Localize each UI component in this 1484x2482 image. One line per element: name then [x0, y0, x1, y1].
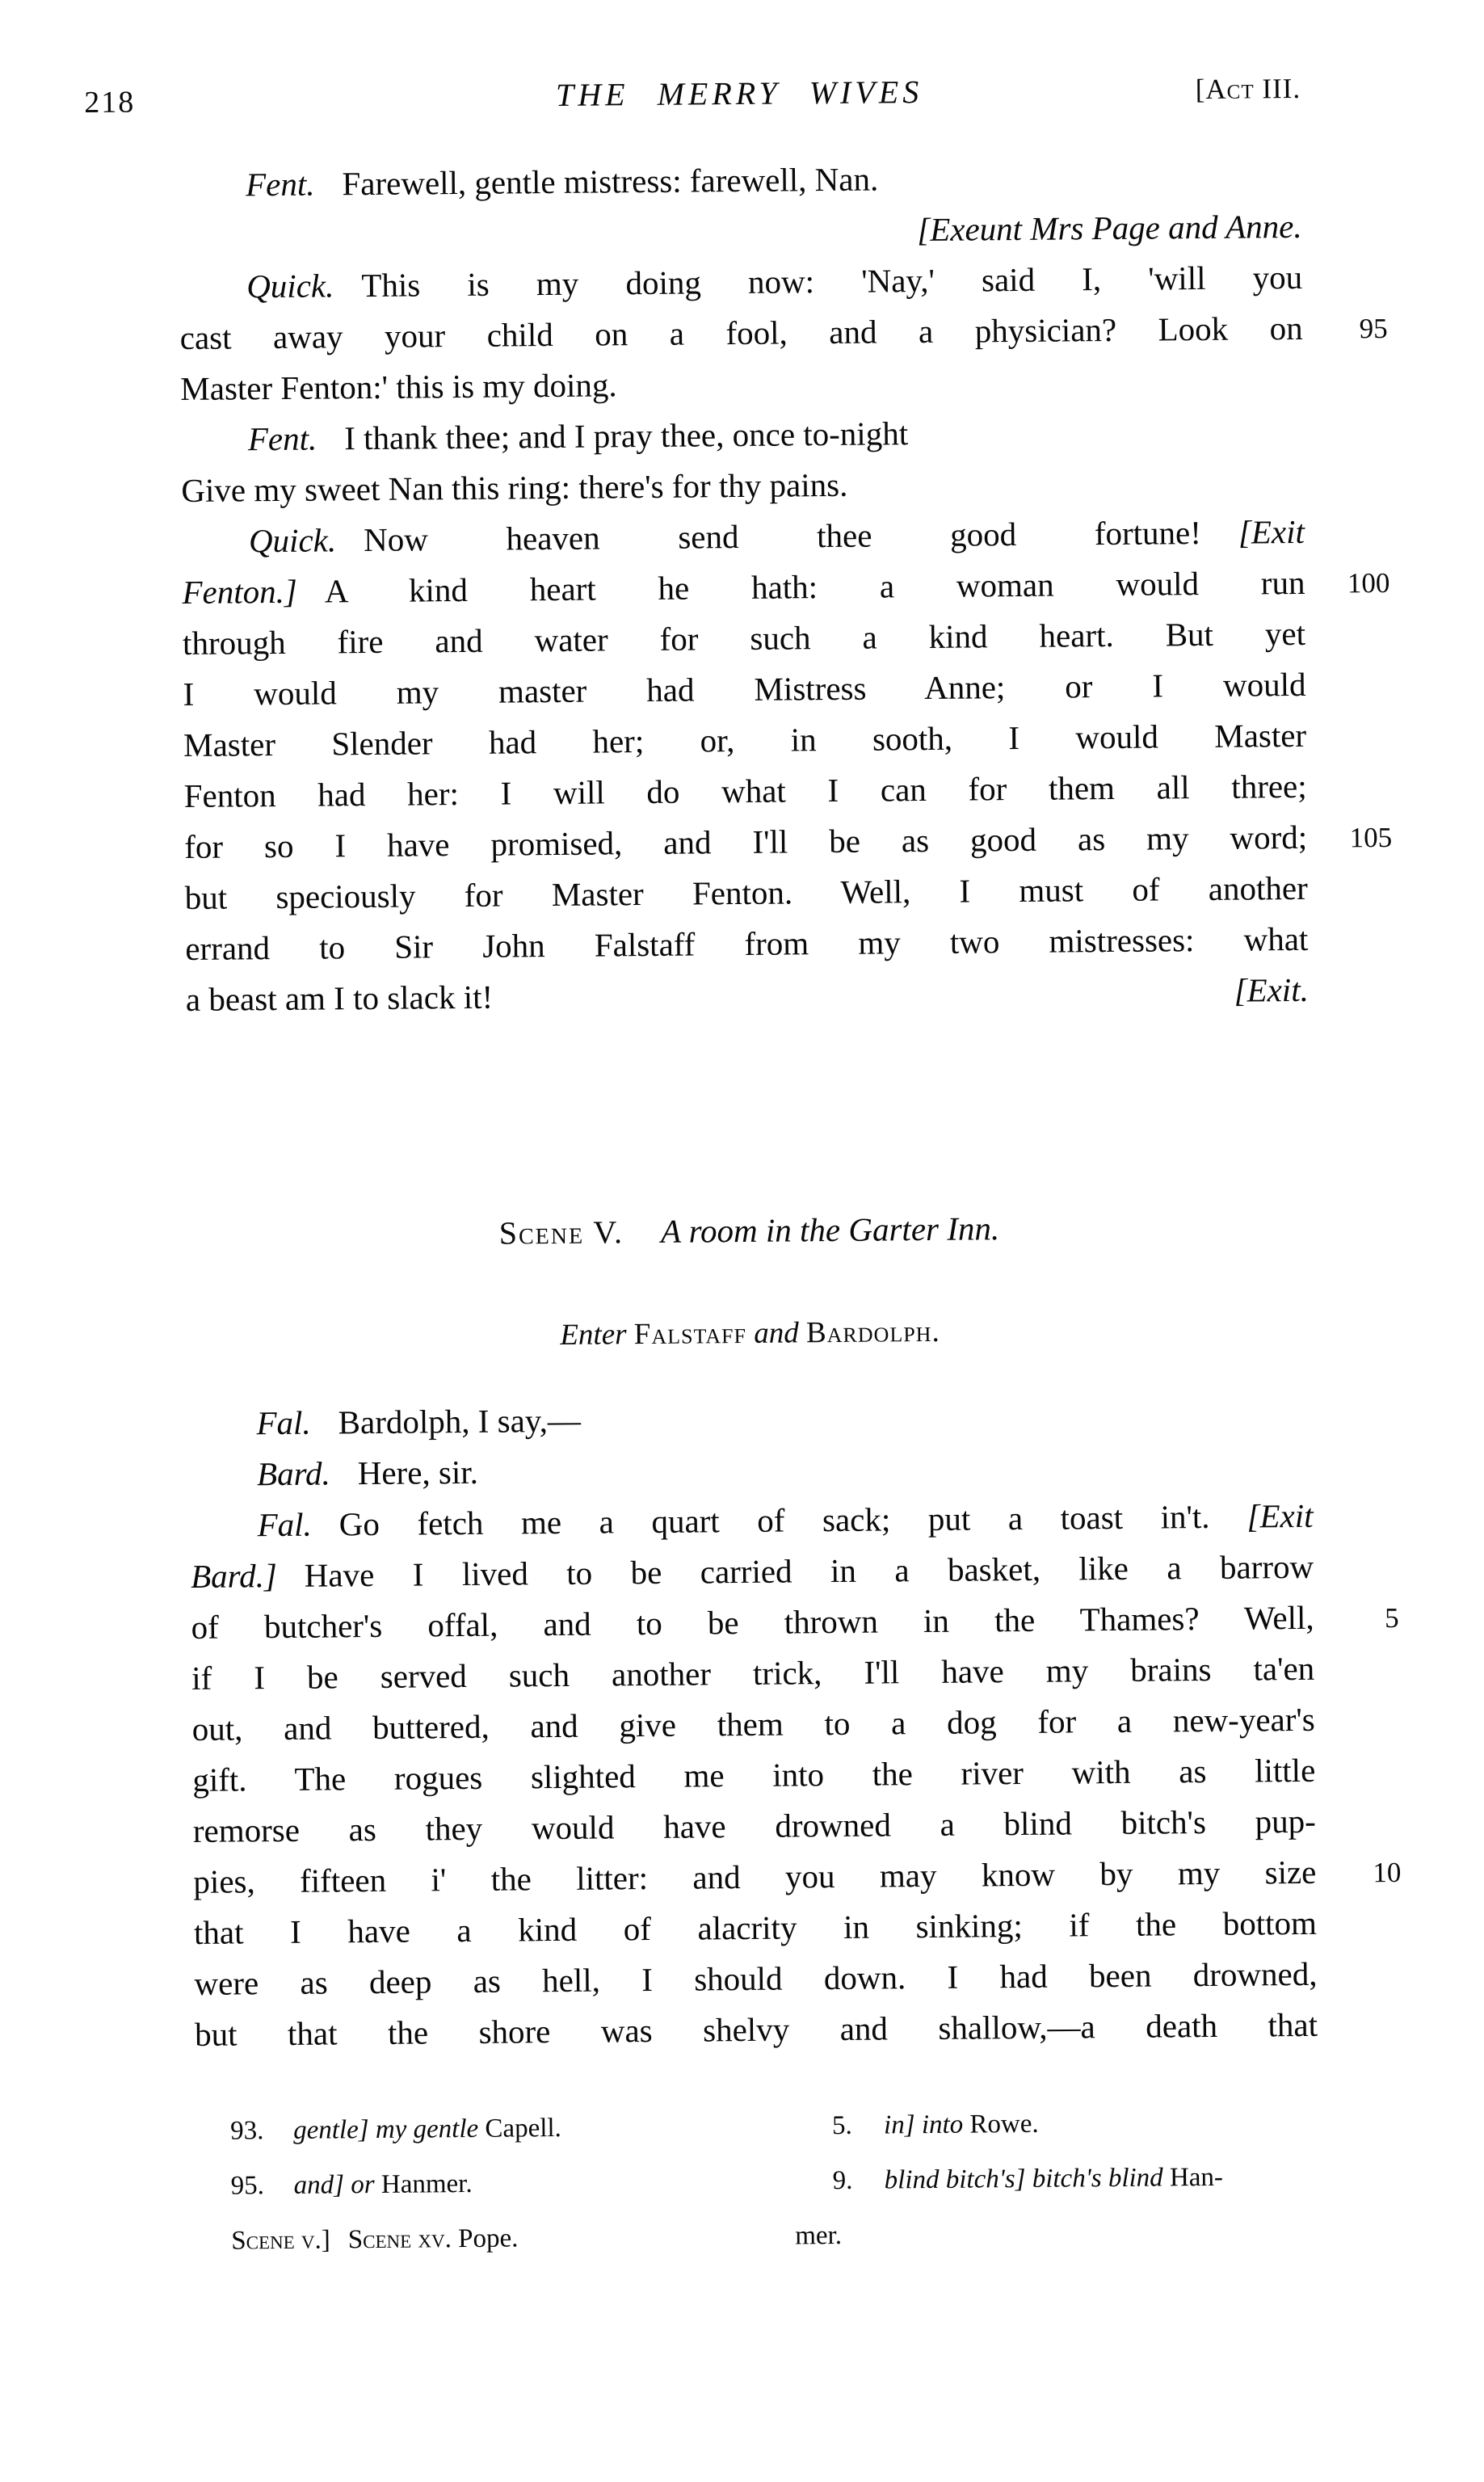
footnote: [231, 2208, 796, 2268]
variant-reading: or: [351, 2170, 375, 2200]
scene-v-text: [187, 1201, 1402, 2060]
source: mer.: [795, 2220, 843, 2251]
footnote-number: 95.: [230, 2171, 265, 2201]
speaker-abbreviation: Fal.: [257, 1505, 312, 1544]
and-word: and: [754, 1316, 799, 1350]
entrance-direction: [188, 1303, 1311, 1364]
footnote-continuation: [795, 2203, 1351, 2263]
dialogue-line: [195, 2000, 1318, 2060]
lemma: gentle]: [292, 2115, 369, 2145]
speaker-abbreviation: Fent.: [247, 419, 317, 458]
footnote: [230, 2153, 795, 2213]
lemma: in]: [883, 2110, 915, 2140]
footnotes-right-column: [794, 2093, 1351, 2263]
source: Hanmer.: [380, 2169, 473, 2199]
line-text: gift. The rogues slighted me into the river with as little: [192, 1751, 1316, 1798]
line-text: if I be served such another trick, I'll have my brains ta'en: [191, 1649, 1315, 1697]
footnote-number: 5.: [831, 2110, 853, 2141]
stage-direction-text: [Exit: [1238, 512, 1305, 551]
line-text: Here, sir.: [357, 1453, 479, 1492]
line-text: of butcher's offal, and to be thrown in the Thames? Well,: [191, 1598, 1314, 1646]
speaker-abbreviation: Quick.: [246, 267, 334, 305]
line-text: pies, fifteen i' the litter: and you may know by my size: [193, 1853, 1317, 1900]
source: Han-: [1169, 2162, 1224, 2193]
line-text: Master Fenton:' this is my doing.: [180, 366, 617, 408]
line-text: Give my sweet Nan this ring: there's for thy pains.: [181, 465, 848, 510]
speaker-abbreviation: Quick.: [248, 521, 337, 560]
line-text: out, and buttered, and give them to a dog for a new-year's: [191, 1700, 1315, 1748]
stage-direction-text: [Exeunt Mrs Page and Anne.: [917, 207, 1302, 249]
enter-word: Enter: [560, 1318, 627, 1352]
line-text: Farewell, gentle mistress: farewell, Nan.: [342, 160, 879, 203]
footnote: [794, 2148, 1350, 2208]
line-number: 5: [1384, 1601, 1399, 1634]
stage-direction-text: [Exit: [1246, 1496, 1314, 1535]
lemma: and]: [293, 2170, 345, 2200]
line-text: but speciously for Master Fenton. Well, I must of another: [184, 869, 1308, 917]
line-number: 10: [1373, 1856, 1402, 1889]
line-text: that I have a kind of alacrity in sinking; if the bottom: [193, 1904, 1318, 1951]
line-text: Fenton had her: I will do what I can for them all three;: [183, 767, 1307, 815]
line-text: I thank thee; and I pray thee, once to-night: [344, 414, 909, 457]
dialogue-line: [186, 965, 1309, 1025]
line-number: 105: [1349, 821, 1393, 854]
variant-reading: my gentle: [375, 2114, 479, 2145]
footnote-number: 93.: [229, 2116, 264, 2146]
line-text: Go fetch me a quart of sack; put a toast in't.: [338, 1497, 1210, 1543]
character-name: Falstaff: [633, 1316, 747, 1352]
footnotes-left-column: [230, 2098, 796, 2268]
line-number: 95: [1359, 312, 1388, 345]
speaker-abbreviation: Fal.: [256, 1403, 311, 1442]
character-name: Bardolph.: [805, 1315, 940, 1350]
speaker-abbreviation: Bard.: [256, 1454, 330, 1493]
line-text: Master Slender had her; or, in sooth, I would Master: [183, 716, 1307, 764]
line-text: for so I have promised, and I'll be as good as my word;: [184, 818, 1308, 866]
running-title: THE MERRY WIVES: [555, 73, 923, 113]
stage-direction-text: Bard.]: [190, 1557, 278, 1595]
variant-reading: Scene xv.: [347, 2224, 452, 2255]
line-text: cast away your child on a fool, and a physician? Look on: [179, 309, 1303, 357]
source: Pope.: [458, 2223, 519, 2254]
footnotes: [230, 2093, 1351, 2268]
speaker-abbreviation: Fent.: [245, 165, 315, 204]
line-text: but that the shore was shelvy and shallow,—a death that: [194, 2005, 1318, 2053]
variant-reading: into: [921, 2110, 964, 2140]
act-label: [Act III.: [1195, 72, 1301, 106]
lemma: blind bitch's]: [884, 2164, 1026, 2195]
line-text: Now heaven send thee good fortune!: [363, 514, 1202, 559]
scene-heading: [187, 1201, 1310, 1261]
line-text: were as deep as hell, I should down. I had been drowned,: [194, 1954, 1318, 2002]
scene-iv-text: [179, 150, 1393, 1025]
stage-direction-text: [Exit.: [1234, 970, 1310, 1009]
variant-reading: bitch's blind: [1032, 2163, 1163, 2194]
line-text: A kind heart he hath: a woman would run: [324, 563, 1305, 610]
lemma: Scene v.]: [231, 2225, 330, 2256]
line-number: 100: [1347, 566, 1390, 599]
source: Rowe.: [969, 2109, 1039, 2139]
line-text: errand to Sir John Falstaff from my two mistresses: what: [185, 919, 1309, 968]
page-number: 218: [84, 85, 136, 120]
footnote: [794, 2093, 1350, 2153]
stage-direction-text: Fenton.]: [182, 572, 298, 612]
line-text: remorse as they would have drowned a blind bitch's pup-: [192, 1802, 1317, 1849]
line-text: Have I lived to be carried in a basket, like a barrow: [304, 1547, 1314, 1594]
line-text: through fire and water for such a kind heart. But yet: [182, 614, 1306, 663]
scene-label: Scene V.: [498, 1214, 624, 1252]
line-text: I would my master had Mistress Anne; or I would: [183, 665, 1306, 713]
footnote: [230, 2098, 795, 2158]
source: Capell.: [485, 2113, 562, 2143]
line-text: This is my doing now: 'Nay,' said I, 'will you: [361, 258, 1303, 305]
page-header: [84, 69, 1301, 123]
footnote-number: 9.: [832, 2165, 853, 2196]
line-text: a beast am I to slack it!: [185, 978, 494, 1018]
line-text: Bardolph, I say,—: [338, 1401, 582, 1441]
scene-location: A room in the Garter Inn.: [660, 1209, 1000, 1250]
